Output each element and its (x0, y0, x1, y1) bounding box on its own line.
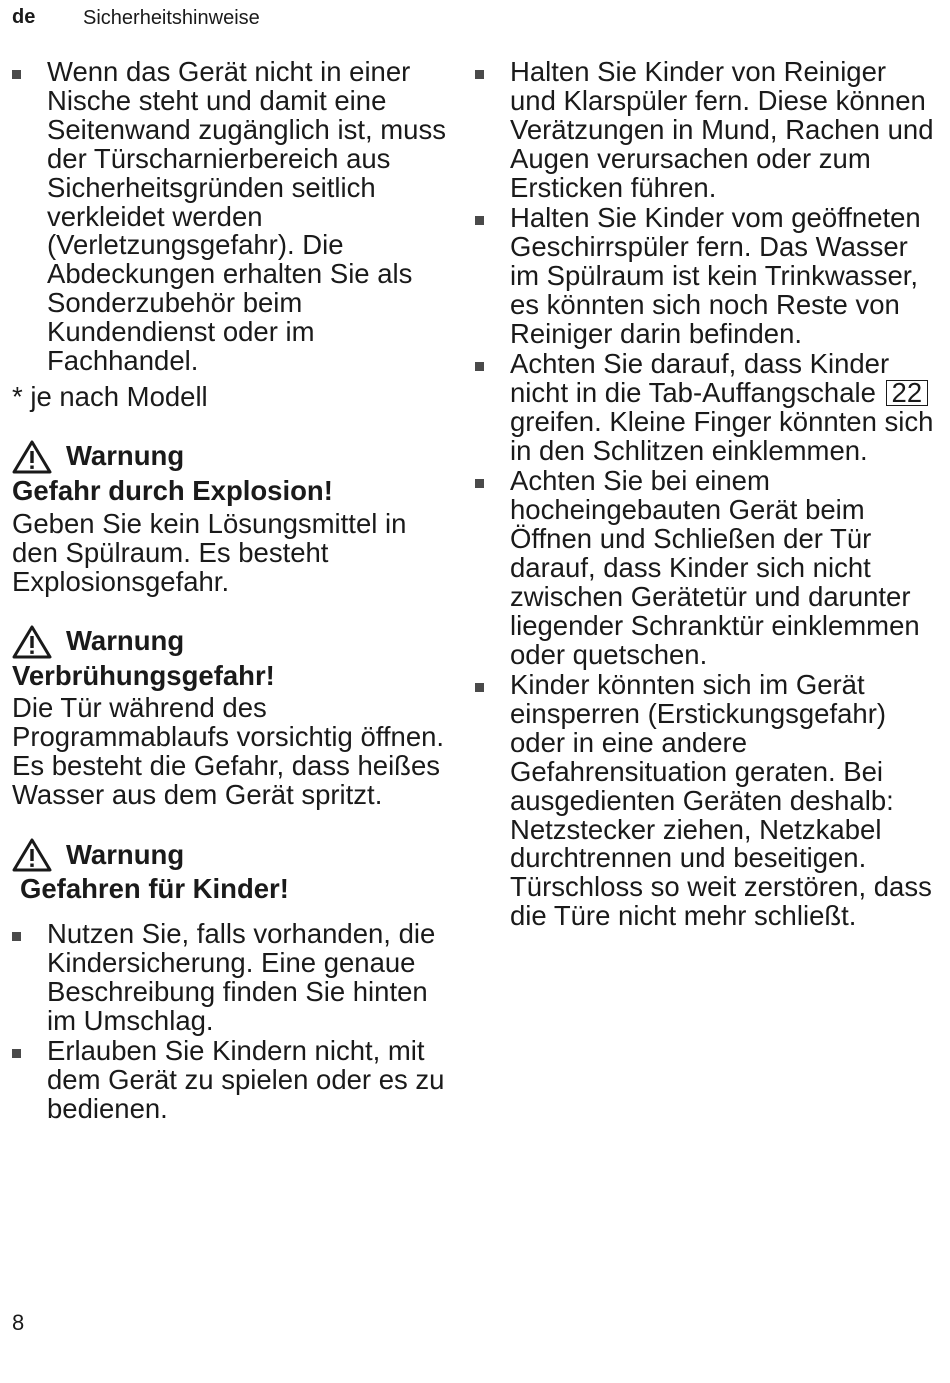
warning-title: Verbrühungsgefahr! (12, 659, 275, 691)
left-column (12, 58, 452, 1125)
language-code: de (12, 6, 36, 28)
bullet-square-icon (475, 479, 484, 488)
bullet-square-icon (475, 70, 484, 79)
warning-explosion (12, 440, 452, 597)
right-column (475, 58, 935, 933)
list-item: Erlauben Sie Kindern nicht, mit dem Gerät zu spielen oder es zu bedienen. (12, 1037, 452, 1124)
list-item: Halten Sie Kinder von Reiniger und Klarspüler fern. Diese können Verätzungen in Mund, Rachen und Augen verursachen oder zum Ersticken führen. (475, 58, 935, 203)
bullet-square-icon (12, 932, 21, 941)
warning-title: Gefahr durch Explosion! (12, 474, 333, 506)
warning-scalding (12, 625, 452, 811)
list-item: Nutzen Sie, falls vorhanden, die Kindersicherung. Eine genaue Beschreibung finden Sie hinten im Umschlag. (12, 920, 452, 1036)
list-item: Kinder könnten sich im Gerät einsperren (Erstickungsgefahr) oder in eine andere Gefahrensituation geraten. Bei ausgedienten Geräten deshalb: Netzstecker ziehen, Netzkabel durchtrennen und beseitigen. Türschloss so weit zerstören, dass die Türe nicht mehr schließt. (475, 671, 935, 931)
bullet-square-icon (475, 362, 484, 371)
section-title: Sicherheitshinweise (83, 7, 260, 29)
warning-body: Die Tür während des Programmablaufs vorsichtig öffnen. Es besteht die Gefahr, dass heißes Wasser aus dem Gerät spritzt. (12, 692, 445, 811)
warning-label: Warnung (66, 440, 185, 472)
page-number: 8 (12, 1310, 25, 1335)
bullet-square-icon (12, 70, 21, 79)
warning-body: Geben Sie kein Lösungsmittel in den Spülraum. Es besteht Explosionsgefahr. (12, 507, 407, 597)
list-item: Wenn das Gerät nicht in einer Nische steht und damit eine Seitenwand zugänglich ist, muss der Türscharnierbereich aus Sicherheitsgründen seitlich verkleidet werden (Verletzungsgefahr). Die Abdeckungen erhalten Sie als Sonderzubehör beim Kundendienst oder im Fachhandel. (12, 58, 452, 376)
warning-label: Warnung (66, 625, 185, 657)
part-reference-22: 22 (886, 380, 929, 406)
list-item: Achten Sie bei einem hocheingebauten Gerät beim Öffnen und Schließen der Tür darauf, dass Kinder sich nicht zwischen Gerätetür und darunter liegender Schranktür einklemmen oder quetschen. (475, 467, 935, 669)
footnote: * je nach Modell (12, 380, 208, 412)
warning-children (12, 838, 452, 1124)
warning-triangle-icon (12, 625, 52, 659)
bullet-square-icon (475, 216, 484, 225)
list-item: Achten Sie darauf, dass Kinder nicht in die Tab-Auffangschale 22 greifen. Kleine Finger könnten sich in den Schlitzen einklemmen. (475, 350, 935, 466)
warning-triangle-icon (12, 838, 52, 872)
warning-title: Gefahren für Kinder! (20, 873, 289, 905)
list-item: Halten Sie Kinder vom geöffneten Geschirrspüler fern. Das Wasser im Spülraum ist kein Trinkwasser, es könnten sich noch Reste von Reiniger darin befinden. (475, 204, 935, 349)
bullet-square-icon (475, 683, 484, 692)
warning-label: Warnung (66, 838, 185, 870)
bullet-square-icon (12, 1049, 21, 1058)
warning-triangle-icon (12, 440, 52, 474)
